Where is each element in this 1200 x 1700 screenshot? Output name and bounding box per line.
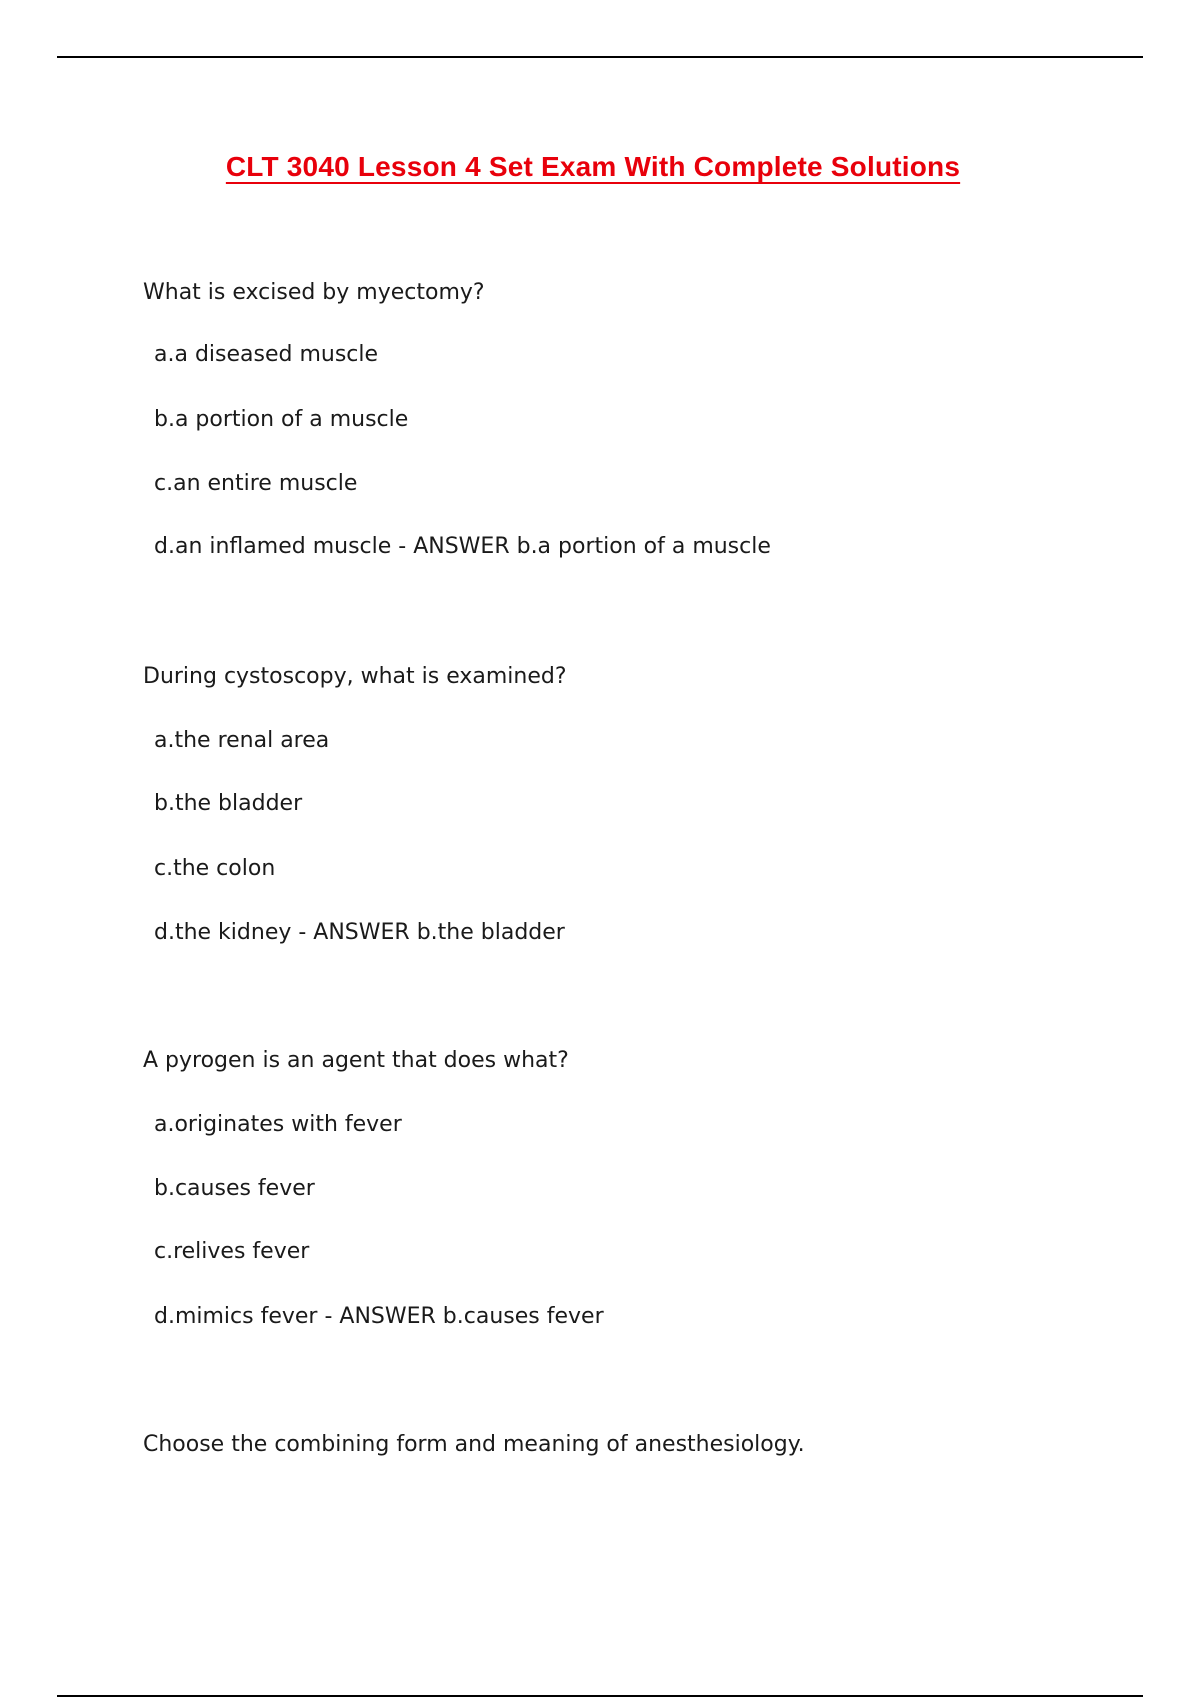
question-3-option-a: a.originates with fever [154,1112,402,1137]
question-2-option-b: b.the bladder [154,791,303,816]
question-1-option-b: b.a portion of a muscle [154,407,409,432]
footer-rule [57,1695,1143,1697]
question-3-prompt: A pyrogen is an agent that does what? [143,1048,569,1073]
question-2-prompt: During cystoscopy, what is examined? [143,664,567,689]
question-4-prompt: Choose the combining form and meaning of anesthesiology. [143,1432,805,1457]
question-1-option-d-answer: d.an inflamed muscle - ANSWER b.a portion of a muscle [154,534,771,559]
question-2-option-a: a.the renal area [154,728,330,753]
question-3-option-c: c.relives fever [154,1239,310,1264]
question-1-option-c: c.an entire muscle [154,471,358,496]
question-1-prompt: What is excised by myectomy? [143,280,485,305]
document-title-text: CLT 3040 Lesson 4 Set Exam With Complete Solutions [225,151,961,182]
question-1-option-a: a.a diseased muscle [154,342,379,367]
question-3-option-d-answer: d.mimics fever - ANSWER b.causes fever [154,1304,604,1329]
question-2-option-d-answer: d.the kidney - ANSWER b.the bladder [154,920,565,945]
question-2-option-c: c.the colon [154,856,276,881]
question-3-option-b: b.causes fever [154,1176,315,1201]
